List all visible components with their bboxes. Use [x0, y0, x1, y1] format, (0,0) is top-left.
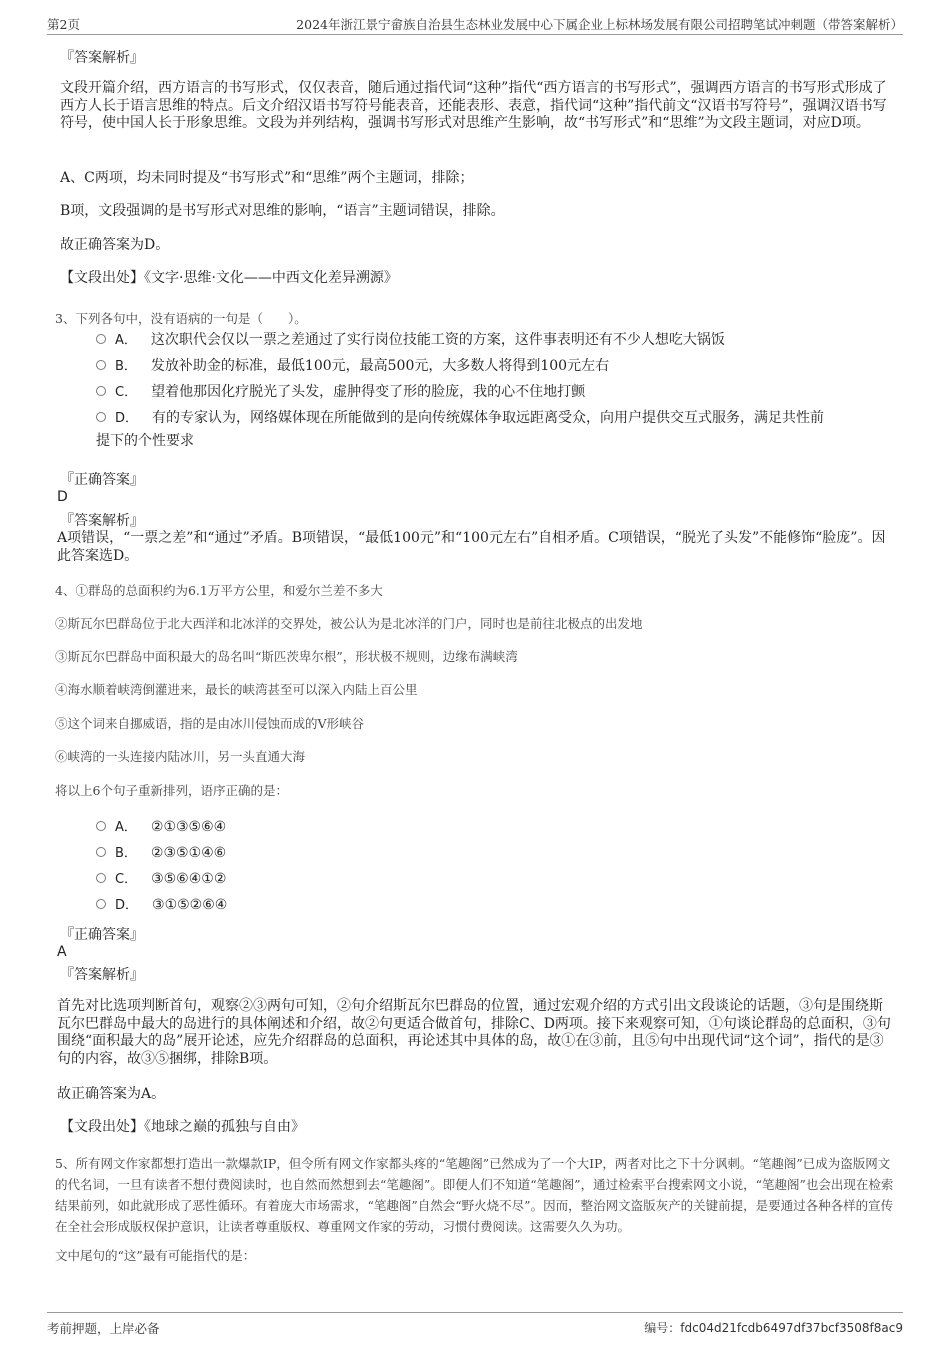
analysis-paragraph: B项，文段强调的是书写形式对思维的影响，“语言”主题词错误，排除。 — [60, 203, 505, 219]
option-b[interactable]: B． ②③⑤①④⑥ — [96, 843, 226, 864]
sentence-6: ⑥峡湾的一头连接内陆冰川，另一头直通大海 — [55, 749, 306, 764]
page-header — [47, 12, 903, 35]
source-citation: 【文段出处】《地球之巅的孤独与自由》 — [60, 1119, 305, 1135]
page-footer — [47, 1312, 903, 1339]
analysis-conclusion: 故正确答案为A。 — [57, 1086, 166, 1102]
page-number: 第2页 — [47, 17, 80, 32]
option-a[interactable]: A． ②①③⑤⑥④ — [96, 817, 226, 838]
document-title: 2024年浙江景宁畲族自治县生态林业发展中心下属企业上标林场发展有限公司招聘笔试冲刺题（带答案解析） — [296, 17, 903, 32]
option-d-continued: 提下的个性要求 — [96, 433, 194, 449]
correct-answer: A — [57, 944, 67, 960]
document-id: 编号：fdc04d21fcdb6497df37bcf3508f8ac9 — [644, 1321, 903, 1335]
question-prompt: 将以上6个句子重新排列，语序正确的是： — [55, 783, 288, 798]
option-c[interactable]: C． 望着他那因化疗脱光了头发，虚肿得变了形的脸庞，我的心不住地打颤 — [96, 382, 585, 403]
analysis-paragraph: 首先对比选项判断首句，观察②③两句可知，②句介绍斯瓦尔巴群岛的位置，通过宏观介绍的方式引出文段谈论的话题，③句是围绕斯瓦尔巴群岛中最大的岛进行的具体阐述和介绍，故②句更适合做首句，排除C、D两项。接下来观察可知，①句谈论群岛的总面积，③句围绕“面积最大的岛”展开论述，应先介绍群岛的总面积，再论述其中具体的岛，故①在③前，且⑤句中出现代词“这个词”，指代的是③句的内容，故③⑤捆绑，排除B项。 — [57, 998, 891, 1067]
question-stem: 5、所有网文作家都想打造出一款爆款IP，但令所有网文作家都头疼的“笔趣阁”已然成为了一个大IP，两者对比之下十分讽刺。“笔趣阁”已成为盗版网文的代名词，一旦有读者不想付费阅读时，也自然而然想到去“笔趣阁”。即便人们不知道“笔趣阁”，通过检索平台搜索网文小说，“笔趣阁”也会出现在检索结果前列，如此就形成了恶性循环。有着庞大市场需求，“笔趣阁”自然会“野火烧不尽”。因而，整治网文盗版灰产的关键前提，是要通过各种各样的宣传在全社会形成版权保护意识，让读者尊重版权、尊重网文作家的劳动，习惯付费阅读。这需要久久为功。 — [55, 1156, 894, 1234]
analysis-label: 『答案解析』 — [60, 513, 144, 529]
radio-icon[interactable] — [96, 873, 106, 883]
analysis-paragraph: A、C两项，均未同时提及“书写形式”和“思维”两个主题词，排除； — [60, 170, 474, 186]
option-d[interactable]: D． 有的专家认为，网络媒体现在所能做到的是向传统媒体争取远距离受众，向用户提供交互式服务，满足共性前 — [96, 408, 824, 429]
sentence-3: ③斯瓦尔巴群岛中面积最大的岛名叫“斯匹茨卑尔根”，形状极不规则，边缘布满峡湾 — [55, 649, 518, 664]
analysis-label: 『答案解析』 — [60, 967, 144, 983]
analysis-conclusion: 故正确答案为D。 — [60, 237, 170, 253]
correct-answer: D — [57, 489, 68, 505]
radio-icon[interactable] — [96, 386, 106, 396]
option-b[interactable]: B． 发放补助金的标准，最低100元，最高500元，大多数人将得到100元左右 — [96, 356, 609, 377]
radio-icon[interactable] — [96, 899, 106, 909]
sentence-4: ④海水顺着峡湾倒灌进来，最长的峡湾甚至可以深入内陆上百公里 — [55, 682, 418, 697]
option-a[interactable]: A． 这次职代会仅以一票之差通过了实行岗位技能工资的方案，这件事表明还有不少人想吃大锅饭 — [96, 330, 725, 351]
sentence-5: ⑤这个词来自挪威语，指的是由冰川侵蚀而成的V形峡谷 — [55, 716, 365, 731]
question-prompt: 文中尾句的“这”最有可能指代的是： — [55, 1248, 256, 1263]
question-stem: 4、①群岛的总面积约为6.1万平方公里，和爱尔兰差不多大 — [55, 583, 383, 598]
footer-slogan: 考前押题，上岸必备 — [47, 1321, 160, 1336]
option-c[interactable]: C． ③⑤⑥④①② — [96, 869, 226, 890]
source-citation: 【文段出处】《文字·思维·文化——中西文化差异溯源》 — [60, 270, 398, 286]
analysis-label: 『答案解析』 — [60, 50, 144, 66]
radio-icon[interactable] — [96, 847, 106, 857]
correct-answer-label: 『正确答案』 — [60, 927, 144, 943]
analysis-paragraph: 文段开篇介绍，西方语言的书写形式，仅仅表音，随后通过指代词“这种”指代“西方语言的书写形式”，强调西方语言的书写形式形成了西方人长于语言思维的特点。后文介绍汉语书写符号能表音，还能表形、表意，指代词“这种”指代前文“汉语书写符号”，强调汉语书写符号，使中国人长于形象思维。文段为并列结构，强调书写形式对思维产生影响，故“书写形式”和“思维”为文段主题词，对应D项。 — [60, 80, 887, 131]
radio-icon[interactable] — [96, 821, 106, 831]
sentence-2: ②斯瓦尔巴群岛位于北大西洋和北冰洋的交界处，被公认为是北冰洋的门户，同时也是前往北极点的出发地 — [55, 616, 643, 631]
analysis-paragraph: A项错误，“一票之差”和“通过”矛盾。B项错误，“最低100元”和“100元左右”自相矛盾。C项错误，“脱光了头发”不能修饰“脸庞”。因此答案选D。 — [57, 530, 886, 564]
radio-icon[interactable] — [96, 334, 106, 344]
question-stem: 3、下列各句中，没有语病的一句是（ ）。 — [55, 311, 307, 326]
radio-icon[interactable] — [96, 360, 106, 370]
radio-icon[interactable] — [96, 412, 106, 422]
correct-answer-label: 『正确答案』 — [60, 472, 144, 488]
option-d[interactable]: D． ③①⑤②⑥④ — [96, 895, 227, 916]
